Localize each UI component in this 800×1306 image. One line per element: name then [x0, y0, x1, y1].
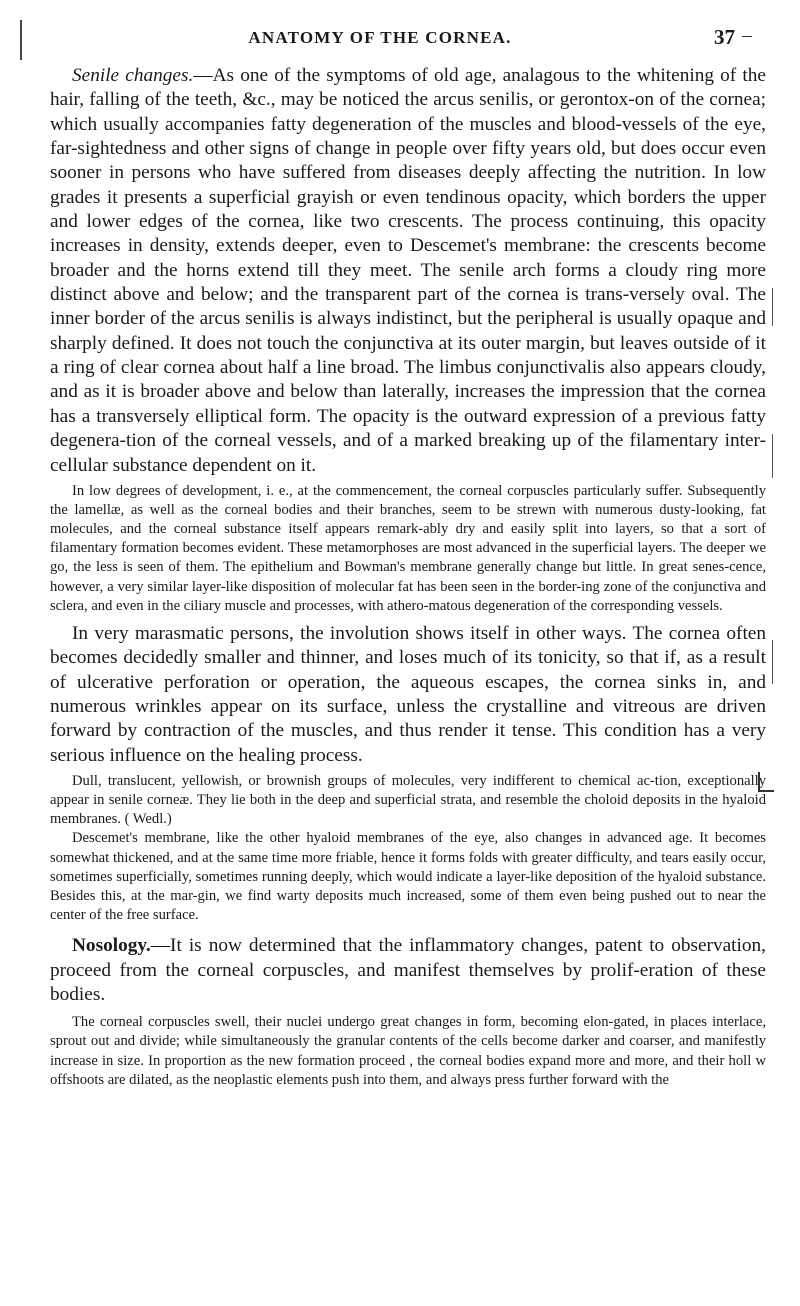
body-text	[50, 64, 766, 1090]
margin-bracket-mark	[772, 640, 773, 684]
corner-mark	[742, 36, 752, 37]
note-low-degrees: In low degrees of development, i. e., at the commencement, the corneal corpuscles particularly suffer. Subsequently the lamellæ, as well as the corneal bodies and their branches, seem to be strewn with numerous dusty-looking, fat molecules, and the corneal substance itself appears remark-ably dry and easily split into layers, so that a sort of filamentary formation becomes evident. These metamorphoses are most advanced in the superficial layers. The deeper we go, the less is seen of them. The epithelium and Bowman's membrane generally change but little. In great senes-cence, however, a very similar layer-like disposition of molecular fat has been seen in the border-ing zone of the conjunctiva and sclera, and even in the ciliary muscle and processes, with athero-matous degeneration of the corresponding vessels.	[50, 482, 766, 614]
paragraph-senile-changes	[50, 64, 766, 478]
paragraph-nosology	[50, 934, 766, 1007]
margin-bracket-mark	[772, 434, 773, 478]
margin-corner-mark	[758, 772, 774, 792]
nosology-heading: Nosology.	[72, 935, 151, 957]
page-number: 37	[714, 25, 735, 49]
senile-changes-heading: Senile changes.	[72, 65, 194, 86]
senile-changes-text: —As one of the symptoms of old age, analagous to the whitening of the hair, falling of the teeth, &c., may be noticed the arcus senilis, or gerontox-on of the cornea; which usually accompanies fatty degeneration of the muscles and blood-vessels of the eye, far-sightedness and other signs of change in people over fifty years old, but does occur even sooner in persons who have suffered from diseases deeply affecting the nutrition. In low grades it presents a superficial grayish or even tendinous opacity, which borders the upper and lower edges of the cornea, like two crescents. The process continuing, this opacity increases in density, extends deeper, even to Descemet's membrane: the crescents become broader and the horns extend till they meet. The senile arch forms a cloudy ring more distinct above and below; and the transparent part of the cornea is trans-versely oval. The inner border of the arcus senilis is always indistinct, but the peripheral is usually opaque and sharply defined. It does not touch the conjunctiva at its outer margin, but leaves outside of it a ring of clear cornea about half a line broad. The limbus conjunctivalis also appears cloudy, and as it is broader above and below than laterally, increases the impression that the cornea has a transversely elliptical form. The opacity is the outward expression of a previous fatty degenera-tion of the corneal vessels, and of a marked breaking up of the filamentary inter-cellular substance dependent on it.	[50, 65, 766, 476]
margin-bracket-mark	[772, 288, 773, 326]
note-corneal-corpuscles: The corneal corpuscles swell, their nuclei undergo great changes in form, becoming elon-gated, in places interlace, sprout out and divide; while simultaneously the granular contents of the cells become darker and coarser, and manifestly increase in size. In proportion as the new formation proceed , the corneal bodies expand more and more, and their holl w offshoots are dilated, as the neoplastic elements push into them, and always press further forward with the	[50, 1014, 766, 1088]
note-descemet-membrane: Descemet's membrane, like the other hyaloid membranes of the eye, also changes in advanced age. It becomes somewhat thickened, and at the same time more friable, hence it forms folds with greater difficulty, and tears easily occur, sometimes superficially, sometimes running deeply, which would indicate a layer-like deposition of the hyaloid substance. Besides this, at the mar-gin, we find warty deposits much increased, some of them even being pushed out to near the center of the free surface.	[50, 830, 766, 924]
running-head	[0, 22, 800, 52]
nosology-text: —It is now determined that the inflammatory changes, patent to observation, proceed from the corneal corpuscles, and manifest themselves by prolif-eration of these bodies.	[50, 935, 766, 1005]
note-translucent-groups: Dull, translucent, yellowish, or brownish groups of molecules, very indifferent to chemical ac-tion, exceptionally appear in senile corneæ. They lie both in the deep and superficial strata, and resemble the choloid deposits in the hyaloid membranes. ( Wedl.)	[50, 773, 766, 828]
running-title: ANATOMY OF THE CORNEA.	[248, 28, 512, 47]
paragraph-marasmatic: In very marasmatic persons, the involution shows itself in other ways. The cornea often becomes decidedly smaller and thinner, and loses much of its tonicity, so that if, as a result of ulcerative perforation or operation, the aqueous escapes, the cornea sinks in, and numerous wrinkles appear on its surface, unless the crystalline and vitreous are driven forward by contraction of the muscles, and thus render it tense. This condition has a very serious influence on the healing process.	[50, 622, 766, 766]
